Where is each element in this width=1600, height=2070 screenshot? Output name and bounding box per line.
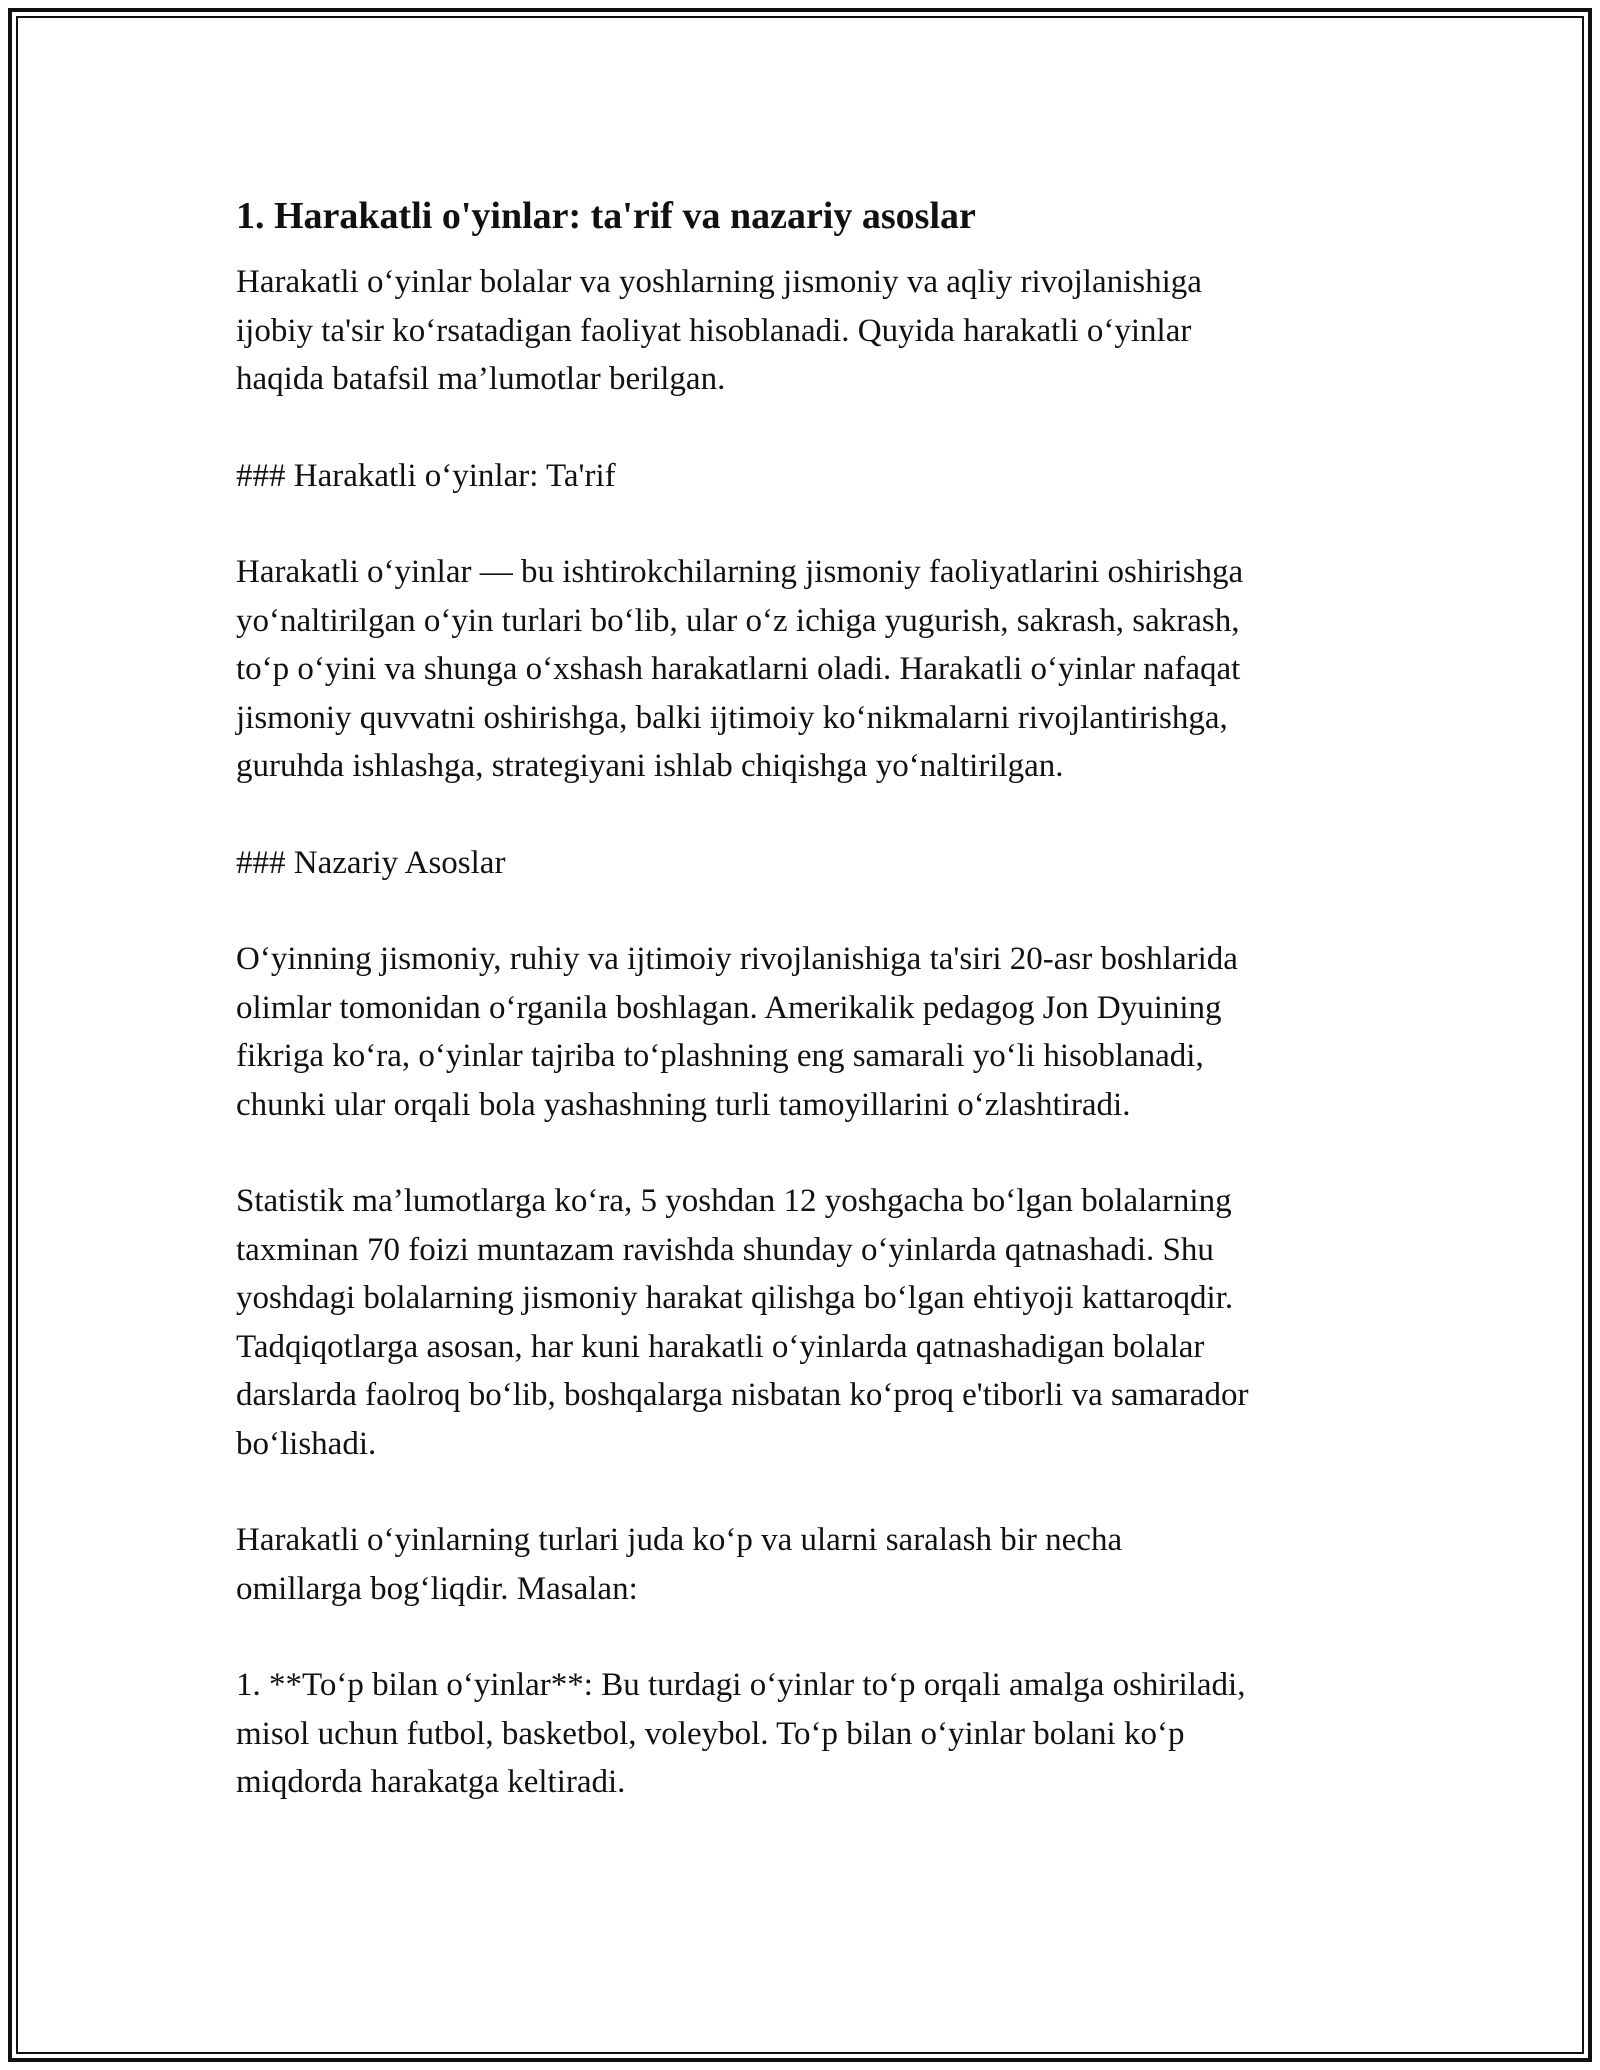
section-heading: 1. Harakatli o'yinlar: ta'rif va nazariy asoslar [236,195,976,237]
statistics-line: bo‘lishadi. [236,1425,377,1462]
statistics-line: yoshdagi bolalarning jismoniy harakat qilishga bo‘lgan ehtiyoji kattaroqdir. [236,1280,1234,1316]
intro-paragraph [236,258,1376,404]
definition-line: guruhda ishlashga, strategiyani ishlab chiqishga yo‘naltirilgan. [236,748,1064,784]
theory-line: olimlar tomonidan o‘rganila boshlagan. Amerikalik pedagog Jon Dyuining [236,989,1222,1026]
statistics-line: Statistik ma’lumotlarga ko‘ra, 5 yoshdan 12 yoshgacha bo‘lgan bolalarning [236,1183,1232,1219]
theory-paragraph [236,935,1376,1129]
list-item-line: 1. **To‘p bilan o‘yinlar**: Bu turdagi o‘yinlar to‘p orqali amalga oshiriladi, [236,1667,1246,1703]
definition-line: yo‘naltirilgan o‘yin turlari bo‘lib, ular o‘z ichiga yugurish, sakrash, sakrash, [236,602,1240,639]
definition-paragraph [236,548,1376,791]
statistics-line: taxminan 70 foizi muntazam ravishda shunday o‘yinlarda qatnashadi. Shu [236,1231,1214,1268]
intro-line: Harakatli o‘yinlar bolalar va yoshlarning jismoniy va aqliy rivojlanishiga [236,264,1202,300]
theory-line: fikriga ko‘ra, o‘yinlar tajriba to‘plashning eng samarali yo‘li hisoblanadi, [236,1038,1204,1074]
list-item-ball-games [236,1661,1376,1807]
statistics-line: Tadqiqotlarga asosan, har kuni harakatli o‘yinlarda qatnashadigan bolalar [236,1328,1205,1365]
intro-line: haqida batafsil ma’lumotlar berilgan. [236,361,726,397]
definition-line: Harakatli o‘yinlar — bu ishtirokchilarning jismoniy faoliyatlarini oshirishga [236,554,1244,590]
intro-line: ijobiy ta'sir ko‘rsatadigan faoliyat hisoblanadi. Quyida harakatli o‘yinlar [236,312,1192,349]
subheading-definition: ### Harakatli o‘yinlar: Ta'rif [236,457,616,494]
list-item-line: misol uchun futbol, basketbol, voleybol. To‘p bilan o‘yinlar bolani ko‘p [236,1715,1185,1752]
statistics-line: darslarda faolroq bo‘lib, boshqalarga nisbatan ko‘proq e'tiborli va samarador [236,1377,1249,1413]
types-line: Harakatli o‘yinlarning turlari juda ko‘p va ularni saralash bir necha [236,1522,1123,1558]
theory-line: O‘yinning jismoniy, ruhiy va ijtimoiy rivojlanishiga ta'siri 20-asr boshlarida [236,941,1238,977]
definition-line: to‘p o‘yini va shunga o‘xshash harakatlarni oladi. Harakatli o‘yinlar nafaqat [236,651,1241,687]
document-body [236,188,1376,1807]
definition-line: jismoniy quvvatni oshirishga, balki ijtimoiy ko‘nikmalarni rivojlantirishga, [236,699,1228,736]
subheading-theory: ### Nazariy Asoslar [236,844,506,881]
types-paragraph [236,1516,1376,1613]
theory-line: chunki ular orqali bola yashashning turli tamoyillarini o‘zlashtiradi. [236,1086,1131,1123]
types-line: omillarga bog‘liqdir. Masalan: [236,1570,638,1607]
list-item-line: miqdorda harakatga keltiradi. [236,1764,626,1800]
statistics-paragraph [236,1177,1376,1468]
